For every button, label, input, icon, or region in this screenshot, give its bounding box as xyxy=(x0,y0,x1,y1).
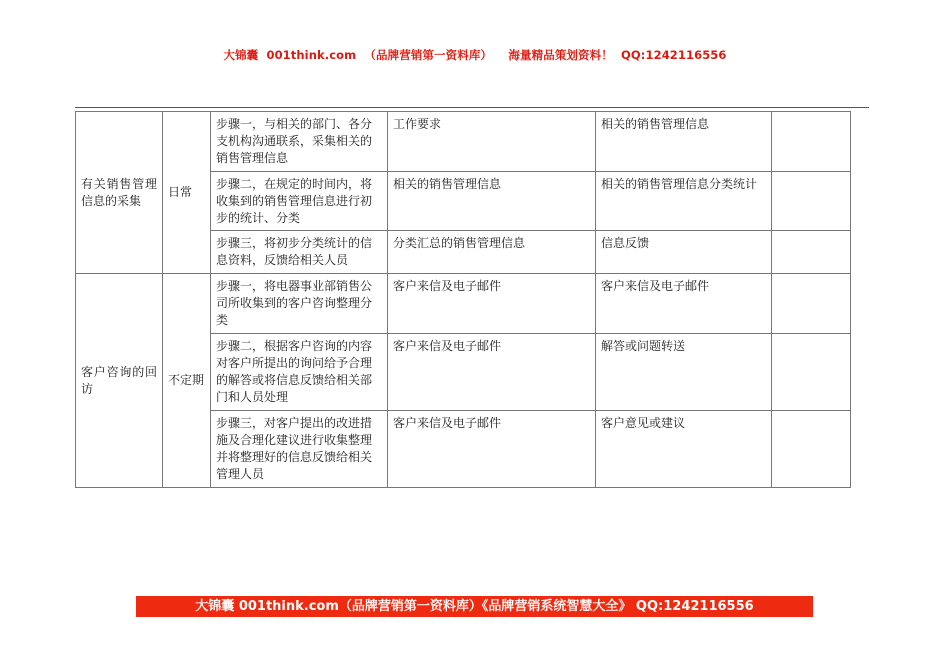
input-cell: 客户来信及电子邮件 xyxy=(388,274,596,334)
frequency-cell: 不定期 xyxy=(163,274,211,488)
header-divider xyxy=(75,107,869,108)
note-cell xyxy=(772,172,851,231)
step-cell: 步骤一，将电器事业部销售公司所收集到的客户咨询整理分类 xyxy=(211,274,388,334)
output-cell: 解答或问题转送 xyxy=(596,334,772,411)
category-cell: 客户咨询的回访 xyxy=(76,274,163,488)
input-cell: 工作要求 xyxy=(388,112,596,172)
output-cell: 信息反馈 xyxy=(596,231,772,274)
table-row xyxy=(76,274,851,334)
output-cell: 客户来信及电子邮件 xyxy=(596,274,772,334)
category-cell: 有关销售管理信息的采集 xyxy=(76,112,163,274)
note-cell xyxy=(772,231,851,274)
note-cell xyxy=(772,334,851,411)
step-cell: 步骤一，与相关的部门、各分支机构沟通联系，采集相关的销售管理信息 xyxy=(211,112,388,172)
output-cell: 相关的销售管理信息 xyxy=(596,112,772,172)
step-cell: 步骤二，根据客户咨询的内容对客户所提出的询问给予合理的解答或将信息反馈给相关部门和人员处理 xyxy=(211,334,388,411)
input-cell: 分类汇总的销售管理信息 xyxy=(388,231,596,274)
note-cell xyxy=(772,274,851,334)
output-cell: 相关的销售管理信息分类统计 xyxy=(596,172,772,231)
note-cell xyxy=(772,411,851,488)
step-cell: 步骤三，对客户提出的改进措施及合理化建议进行收集整理并将整理好的信息反馈给相关管理人员 xyxy=(211,411,388,488)
step-cell: 步骤二，在规定的时间内，将收集到的销售管理信息进行初步的统计、分类 xyxy=(211,172,388,231)
frequency-cell: 日常 xyxy=(163,112,211,274)
output-cell: 客户意见或建议 xyxy=(596,411,772,488)
footer-banner: 大锦囊 001think.com（品牌营销第一资料库）《品牌营销系统智慧大全》 QQ:1242116556 xyxy=(136,596,813,617)
step-cell: 步骤三，将初步分类统计的信息资料，反馈给相关人员 xyxy=(211,231,388,274)
note-cell xyxy=(772,112,851,172)
table-row xyxy=(76,112,851,172)
process-table xyxy=(75,111,851,488)
input-cell: 客户来信及电子邮件 xyxy=(388,411,596,488)
input-cell: 客户来信及电子邮件 xyxy=(388,334,596,411)
header-banner: 大锦囊 001think.com （品牌营销第一资料库） 海量精品策划资料！ QQ:1242116556 xyxy=(223,48,727,62)
input-cell: 相关的销售管理信息 xyxy=(388,172,596,231)
